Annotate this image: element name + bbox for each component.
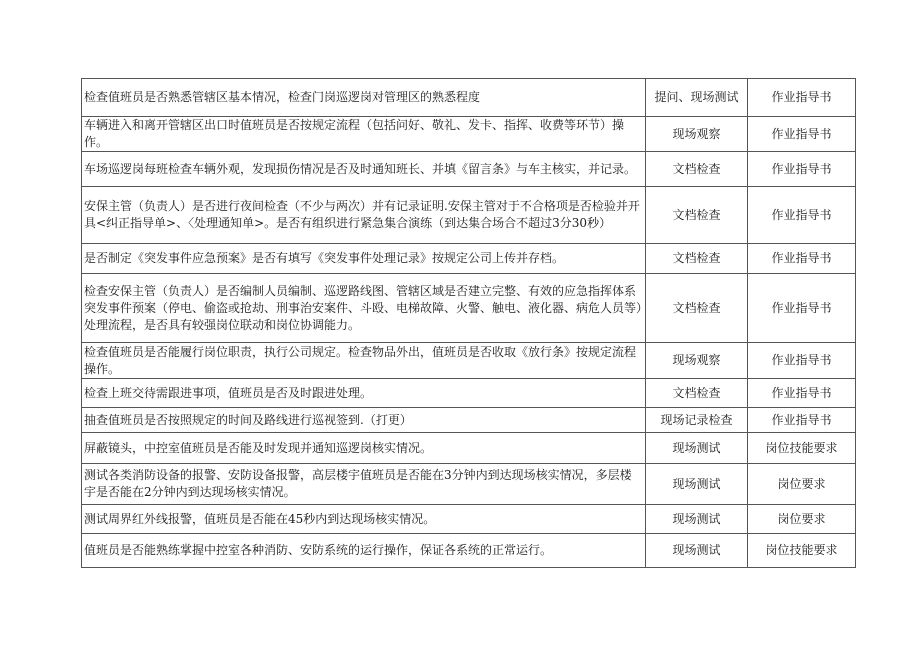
basis-cell: 作业指导书 [748,343,856,379]
basis-cell: 作业指导书 [748,152,856,187]
basis-cell: 岗位技能要求 [748,433,856,464]
method-cell: 文档检查 [646,274,748,343]
basis-cell: 作业指导书 [748,117,856,152]
table-row [82,274,856,343]
item-cell: 车辆进入和离开管辖区出口时值班员是否按规定流程（包括问好、敬礼、发卡、指挥、收费等环节）操作。 [82,117,646,152]
method-cell: 文档检查 [646,187,748,244]
basis-cell: 作业指导书 [748,379,856,408]
table-row [82,408,856,433]
basis-cell: 作业指导书 [748,408,856,433]
inspection-table [81,78,856,568]
item-cell: 检查安保主管（负责人）是否编制人员编制、巡逻路线图、管辖区域是否建立完整、有效的应急指挥体系突发事件预案（停电、偷盗或抢劫、刑事治安案件、斗殴、电梯故障、火警、触电、液化器、病危人员等）处理流程，是否具有较强岗位联动和岗位协调能力。 [82,274,646,343]
item-cell: 检查值班员是否熟悉管辖区基本情况，检查门岗巡逻岗对管理区的熟悉程度 [82,79,646,117]
basis-cell: 作业指导书 [748,187,856,244]
item-cell: 屏蔽镜头，中控室值班员是否能及时发现并通知巡逻岗核实情况。 [82,433,646,464]
basis-cell: 作业指导书 [748,274,856,343]
item-cell: 安保主管（负责人）是否进行夜间检查（不少与两次）并有记录证明.安保主管对于不合格项是否检验并开具<纠正指导单>、〈处理通知单>。是否有组织进行紧急集合演练（到达集合场合不超过3分30秒） [82,187,646,244]
method-cell: 文档检查 [646,152,748,187]
method-cell: 文档检查 [646,244,748,274]
method-cell: 现场观察 [646,117,748,152]
method-cell: 现场记录检查 [646,408,748,433]
table-row [82,244,856,274]
basis-cell: 岗位技能要求 [748,534,856,568]
item-cell: 是否制定《突发事件应急预案》是否有填写《突发事件处理记录》按规定公司上传并存档。 [82,244,646,274]
basis-cell: 作业指导书 [748,79,856,117]
item-cell: 值班员是否能熟练掌握中控室各种消防、安防系统的运行操作，保证各系统的正常运行。 [82,534,646,568]
method-cell: 提问、现场测试 [646,79,748,117]
item-cell: 测试各类消防设备的报警、安防设备报警，高层楼宇值班员是否能在3分钟内到达现场核实情况，多层楼宇是否能在2分钟内到达现场核实情况。 [82,464,646,505]
item-cell: 车场巡逻岗每班检查车辆外观，发现损伤情况是否及时通知班长、并填《留言条》与车主核实，并记录。 [82,152,646,187]
method-cell: 现场测试 [646,433,748,464]
table-row [82,379,856,408]
table-row [82,152,856,187]
table-row [82,79,856,117]
item-cell: 测试周界红外线报警，值班员是否能在45秒内到达现场核实情况。 [82,505,646,534]
basis-cell: 岗位要求 [748,505,856,534]
basis-cell: 作业指导书 [748,244,856,274]
item-cell: 检查上班交待需跟进事项，值班员是否及时跟进处理。 [82,379,646,408]
method-cell: 现场测试 [646,505,748,534]
table-row [82,343,856,379]
method-cell: 现场观察 [646,343,748,379]
basis-cell: 岗位要求 [748,464,856,505]
item-cell: 检查值班员是否能履行岗位职责，执行公司规定。检查物品外出，值班员是否收取《放行条》按规定流程操作。 [82,343,646,379]
table-row [82,117,856,152]
method-cell: 现场测试 [646,464,748,505]
table-row [82,534,856,568]
table-row [82,464,856,505]
method-cell: 现场测试 [646,534,748,568]
table-row [82,187,856,244]
method-cell: 文档检查 [646,379,748,408]
table-row [82,505,856,534]
item-cell: 抽查值班员是否按照规定的时间及路线进行巡视签到.（打更） [82,408,646,433]
table-row [82,433,856,464]
